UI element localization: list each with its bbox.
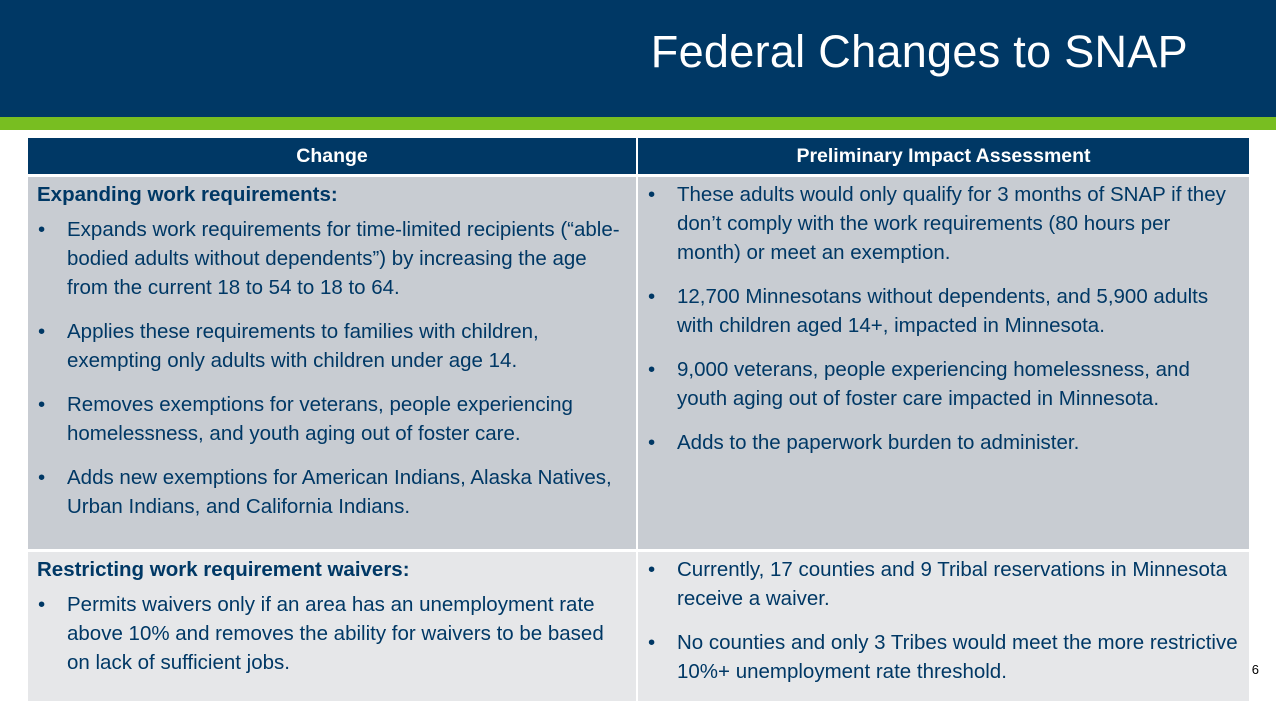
change-list: [37, 590, 626, 677]
list-item: • 12,700 Minnesotans without dependents, and 5,900 adults with children aged 14+, impacted in Minnesota.: [647, 282, 1239, 340]
list-item: • No counties and only 3 Tribes would meet the more restrictive 10%+ unemployment rate threshold.: [647, 628, 1239, 686]
list-item: • Adds new exemptions for American Indians, Alaska Natives, Urban Indians, and California Indians.: [37, 463, 626, 521]
change-list: [37, 215, 626, 521]
snap-changes-table: [28, 138, 1249, 701]
impact-list: [647, 180, 1239, 457]
list-item: • Expands work requirements for time-limited recipients (“able-bodied adults without dependents”) by increasing the age from the current 18 to 54 to 18 to 64.: [37, 215, 626, 302]
impact-cell: [637, 176, 1249, 551]
change-heading: Expanding work requirements:: [37, 183, 338, 206]
accent-bar: [0, 117, 1276, 130]
table-row: [28, 176, 1249, 551]
list-item: • 9,000 veterans, people experiencing homelessness, and youth aging out of foster care impacted in Minnesota.: [647, 355, 1239, 413]
list-item: • Removes exemptions for veterans, people experiencing homelessness, and youth aging out of foster care.: [37, 390, 626, 448]
change-cell: [28, 176, 637, 551]
table-row: [28, 551, 1249, 702]
page-number: 6: [1251, 662, 1259, 677]
change-heading: Restricting work requirement waivers:: [37, 558, 410, 581]
impact-cell: [637, 551, 1249, 702]
list-item: • Permits waivers only if an area has an unemployment rate above 10% and removes the ability for waivers to be based on lack of sufficient jobs.: [37, 590, 626, 677]
change-cell: [28, 551, 637, 702]
impact-list: [647, 555, 1239, 686]
slide-title: Federal Changes to SNAP: [650, 26, 1188, 77]
column-header-impact: Preliminary Impact Assessment: [637, 138, 1249, 176]
list-item: • These adults would only qualify for 3 months of SNAP if they don’t comply with the work requirements (80 hours per month) or meet an exemption.: [647, 180, 1239, 267]
table-header-row: [28, 138, 1249, 176]
slide-header: [0, 0, 1276, 117]
list-item: • Currently, 17 counties and 9 Tribal reservations in Minnesota receive a waiver.: [647, 555, 1239, 613]
column-header-change: Change: [28, 138, 637, 176]
list-item: • Applies these requirements to families with children, exempting only adults with children under age 14.: [37, 317, 626, 375]
list-item: • Adds to the paperwork burden to administer.: [647, 428, 1239, 457]
